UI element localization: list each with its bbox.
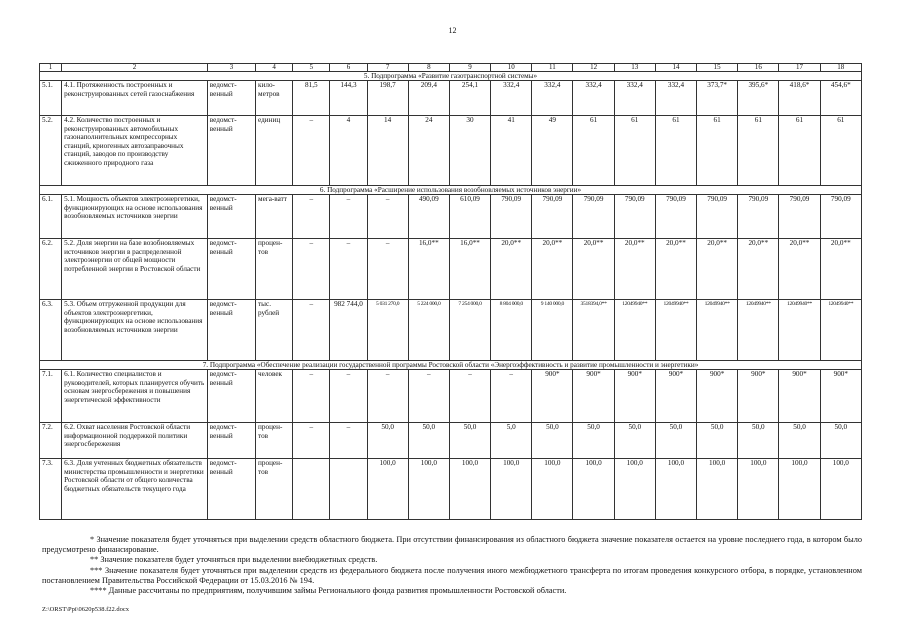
value-cell: 100,0 xyxy=(532,459,573,520)
value-cell: 61 xyxy=(655,116,696,186)
value-cell: 254,1 xyxy=(449,81,490,116)
value-cell: – xyxy=(367,370,408,423)
value-cell: 790,09 xyxy=(614,195,655,239)
value-cell: 8 804 000,0 xyxy=(491,300,532,361)
column-number-cell: 3 xyxy=(207,64,255,72)
value-cell: 900* xyxy=(820,370,861,423)
value-cell: 61 xyxy=(820,116,861,186)
section-heading-row xyxy=(40,186,862,195)
source-cell: ведомст-венный xyxy=(207,459,255,520)
section-heading-row xyxy=(40,361,862,370)
value-cell: 50,0 xyxy=(738,423,779,459)
column-number-cell: 4 xyxy=(256,64,293,72)
unit-cell: кило-метров xyxy=(256,81,293,116)
unit-cell: процен-тов xyxy=(256,423,293,459)
value-cell: 41 xyxy=(491,116,532,186)
table-row xyxy=(40,239,862,300)
value-cell: – xyxy=(293,116,330,186)
value-cell: 14 xyxy=(367,116,408,186)
value-cell: 61 xyxy=(614,116,655,186)
value-cell: 50,0 xyxy=(655,423,696,459)
value-cell: 100,0 xyxy=(697,459,738,520)
value-cell: 790,09 xyxy=(738,195,779,239)
value-cell: 900* xyxy=(614,370,655,423)
value-cell: 20,0** xyxy=(697,239,738,300)
section-title: 6. Подпрограмма «Расширение использования возобновляемых источников энергии» xyxy=(40,186,862,195)
value-cell: 12049940** xyxy=(779,300,820,361)
value-cell: – xyxy=(491,370,532,423)
column-number-cell: 14 xyxy=(655,64,696,72)
column-number-cell: 2 xyxy=(62,64,208,72)
value-cell: 20,0** xyxy=(573,239,614,300)
value-cell: 100,0 xyxy=(573,459,614,520)
column-number-cell: 11 xyxy=(532,64,573,72)
indicator-name-cell: 6.1. Количество специалистов и руководителей, которых планируется обучить основам энергосбережения и повышения энергетической эффективности xyxy=(62,370,208,423)
value-cell xyxy=(330,459,367,520)
value-cell: 12049940** xyxy=(614,300,655,361)
value-cell: 209,4 xyxy=(408,81,449,116)
value-cell: 332,4 xyxy=(491,81,532,116)
value-cell: 790,09 xyxy=(655,195,696,239)
value-cell: 332,4 xyxy=(614,81,655,116)
row-number-cell: 5.2. xyxy=(40,116,62,186)
column-number-cell: 17 xyxy=(779,64,820,72)
indicator-name-cell: 5.3. Объем отгруженной продукции для объектов электроэнергетики, функционирующих на основе использования возобновляемых источников энергии xyxy=(62,300,208,361)
value-cell: 790,09 xyxy=(532,195,573,239)
value-cell: 332,4 xyxy=(532,81,573,116)
value-cell: 12049940** xyxy=(655,300,696,361)
indicator-name-cell: 6.3. Доля учтенных бюджетных обязательств министерства промышленности и энергетики Ростовской области от общего количества бюджетных обязательств текущего года xyxy=(62,459,208,520)
value-cell: 20,0** xyxy=(614,239,655,300)
value-cell: 61 xyxy=(573,116,614,186)
footnotes xyxy=(42,535,862,596)
column-number-cell: 10 xyxy=(491,64,532,72)
value-cell: – xyxy=(367,239,408,300)
value-cell: 900* xyxy=(532,370,573,423)
column-number-cell: 13 xyxy=(614,64,655,72)
column-number-cell: 1 xyxy=(40,64,62,72)
unit-cell: человек xyxy=(256,370,293,423)
section-title: 5. Подпрограмма «Развитие газотранспортной системы» xyxy=(40,72,862,81)
table-body xyxy=(40,64,862,520)
value-cell: 20,0** xyxy=(655,239,696,300)
column-number-cell: 8 xyxy=(408,64,449,72)
value-cell: 332,4 xyxy=(655,81,696,116)
value-cell: – xyxy=(330,239,367,300)
source-cell: ведомст-венный xyxy=(207,370,255,423)
value-cell: 50,0 xyxy=(408,423,449,459)
value-cell: 12049940** xyxy=(697,300,738,361)
page-number: 12 xyxy=(448,26,457,35)
value-cell: 490,09 xyxy=(408,195,449,239)
value-cell: 20,0** xyxy=(779,239,820,300)
unit-cell: процен-тов xyxy=(256,459,293,520)
indicator-name-cell: 4.2. Количество построенных и реконструированных автомобильных газонаполнительных компрессорных станций, криогенных автозаправочных станций, заводов по производству сжиженного природного газа xyxy=(62,116,208,186)
value-cell: 49 xyxy=(532,116,573,186)
row-number-cell: 6.3. xyxy=(40,300,62,361)
table-row xyxy=(40,116,862,186)
value-cell: 3518394,0** xyxy=(573,300,614,361)
indicator-name-cell: 5.1. Мощность объектов электроэнергетики, функционирующих на основе использования возобновляемых источников энергии xyxy=(62,195,208,239)
value-cell: – xyxy=(293,423,330,459)
value-cell: 610,09 xyxy=(449,195,490,239)
value-cell: – xyxy=(330,370,367,423)
value-cell: – xyxy=(293,239,330,300)
value-cell: 144,3 xyxy=(330,81,367,116)
source-cell: ведомст-венный xyxy=(207,423,255,459)
value-cell: – xyxy=(367,195,408,239)
unit-cell: процен-тов xyxy=(256,239,293,300)
value-cell: 790,09 xyxy=(697,195,738,239)
value-cell: 16,0** xyxy=(408,239,449,300)
source-cell: ведомст-венный xyxy=(207,81,255,116)
value-cell: 50,0 xyxy=(820,423,861,459)
source-cell: ведомст-венный xyxy=(207,239,255,300)
value-cell: 900* xyxy=(738,370,779,423)
value-cell: 900* xyxy=(697,370,738,423)
column-number-cell: 5 xyxy=(293,64,330,72)
column-number-cell: 9 xyxy=(449,64,490,72)
table-row xyxy=(40,300,862,361)
value-cell: 16,0** xyxy=(449,239,490,300)
source-cell: ведомст-венный xyxy=(207,116,255,186)
value-cell: – xyxy=(293,300,330,361)
file-path: Z:\ORST\Ppi\0620p538.f22.docx xyxy=(42,606,130,613)
value-cell: – xyxy=(408,370,449,423)
column-number-cell: 6 xyxy=(330,64,367,72)
value-cell: 7 254 000,0 xyxy=(449,300,490,361)
footnote-2: ** Значение показателя будет уточняться при выделении внебюджетных средств. xyxy=(90,555,378,565)
value-cell: 100,0 xyxy=(614,459,655,520)
value-cell: 30 xyxy=(449,116,490,186)
section-title: 7. Подпрограмма «Обеспечение реализации государственной программы Ростовской области «Энергоэффективность и развитие промышленности и энергетики» xyxy=(40,361,862,370)
row-number-cell: 7.1. xyxy=(40,370,62,423)
column-number-cell: 18 xyxy=(820,64,861,72)
footnote-1: * Значение показателя будет уточняться при выделении средств областного бюджета. При отсутствии финансирования из областного бюджета значение показателя остается на уровне последнего года, в котором было предусмотрено финансирование. xyxy=(42,535,862,555)
value-cell: 373,7* xyxy=(697,81,738,116)
value-cell: 100,0 xyxy=(738,459,779,520)
value-cell: 900* xyxy=(573,370,614,423)
footnote-3: *** Значение показателя будет уточняться при выделении средств из федерального бюджета после получения иного межбюджетного трансферта по итогам проведения конкурсного отбора, в порядке, установленном постановлением Правительства Российской Федерации от 15.03.2016 № 194. xyxy=(42,565,862,585)
row-number-cell: 6.1. xyxy=(40,195,62,239)
value-cell: 100,0 xyxy=(820,459,861,520)
value-cell: 50,0 xyxy=(779,423,820,459)
indicator-name-cell: 6.2. Охват населения Ростовской области информационной поддержкой политики энергосбережения xyxy=(62,423,208,459)
unit-cell: мега-ватт xyxy=(256,195,293,239)
value-cell: 100,0 xyxy=(408,459,449,520)
value-cell: 61 xyxy=(697,116,738,186)
value-cell: 24 xyxy=(408,116,449,186)
column-number-cell: 12 xyxy=(573,64,614,72)
source-cell: ведомст-венный xyxy=(207,300,255,361)
value-cell: 81,5 xyxy=(293,81,330,116)
value-cell: 900* xyxy=(779,370,820,423)
value-cell: 900* xyxy=(655,370,696,423)
row-number-cell: 5.1. xyxy=(40,81,62,116)
value-cell: 198,7 xyxy=(367,81,408,116)
value-cell: 790,09 xyxy=(573,195,614,239)
column-number-cell: 15 xyxy=(697,64,738,72)
source-cell: ведомст-венный xyxy=(207,195,255,239)
unit-cell: тыс. рублей xyxy=(256,300,293,361)
value-cell: 20,0** xyxy=(491,239,532,300)
value-cell: – xyxy=(293,195,330,239)
value-cell: 61 xyxy=(779,116,820,186)
value-cell: 395,6* xyxy=(738,81,779,116)
value-cell: 50,0 xyxy=(697,423,738,459)
value-cell: 100,0 xyxy=(449,459,490,520)
table-row xyxy=(40,81,862,116)
value-cell: 790,09 xyxy=(820,195,861,239)
value-cell: 12049940** xyxy=(738,300,779,361)
value-cell: 5,0 xyxy=(491,423,532,459)
row-number-cell: 7.3. xyxy=(40,459,62,520)
value-cell: 12049940** xyxy=(820,300,861,361)
row-number-cell: 7.2. xyxy=(40,423,62,459)
value-cell: 100,0 xyxy=(655,459,696,520)
value-cell: 20,0** xyxy=(532,239,573,300)
value-cell: 100,0 xyxy=(779,459,820,520)
indicators-table xyxy=(39,63,862,520)
unit-cell: единиц xyxy=(256,116,293,186)
value-cell: – xyxy=(449,370,490,423)
value-cell: 4 xyxy=(330,116,367,186)
footnote-4: **** Данные рассчитаны по предприятиям, получившим займы Регионального фонда развития промышленности Ростовской области. xyxy=(90,586,567,596)
value-cell: 5 031 270,0 xyxy=(367,300,408,361)
table-row xyxy=(40,423,862,459)
indicator-name-cell: 5.2. Доля энергии на базе возобновляемых источников энергии в распределенной электроэнергии от общей мощности потребленной энергии в Ростовской области xyxy=(62,239,208,300)
table-row xyxy=(40,459,862,520)
value-cell xyxy=(293,459,330,520)
value-cell: 5 224 000,0 xyxy=(408,300,449,361)
column-number-cell: 16 xyxy=(738,64,779,72)
column-number-cell: 7 xyxy=(367,64,408,72)
indicator-name-cell: 4.1. Протяженность построенных и реконструированных сетей газоснабжения xyxy=(62,81,208,116)
value-cell: 332,4 xyxy=(573,81,614,116)
value-cell: 790,09 xyxy=(779,195,820,239)
value-cell: 50,0 xyxy=(449,423,490,459)
column-number-row xyxy=(40,64,862,72)
value-cell: 50,0 xyxy=(532,423,573,459)
section-heading-row xyxy=(40,72,862,81)
value-cell: 454,6* xyxy=(820,81,861,116)
value-cell: – xyxy=(330,195,367,239)
table-row xyxy=(40,195,862,239)
value-cell: – xyxy=(330,423,367,459)
table-row xyxy=(40,370,862,423)
value-cell: 982 744,0 xyxy=(330,300,367,361)
value-cell: 9 140 000,0 xyxy=(532,300,573,361)
value-cell: 790,09 xyxy=(491,195,532,239)
value-cell: 20,0** xyxy=(738,239,779,300)
row-number-cell: 6.2. xyxy=(40,239,62,300)
value-cell: 418,6* xyxy=(779,81,820,116)
value-cell: 50,0 xyxy=(614,423,655,459)
value-cell: 100,0 xyxy=(367,459,408,520)
value-cell: 50,0 xyxy=(573,423,614,459)
value-cell: 61 xyxy=(738,116,779,186)
value-cell: 100,0 xyxy=(491,459,532,520)
value-cell: 20,0** xyxy=(820,239,861,300)
value-cell: – xyxy=(293,370,330,423)
value-cell: 50,0 xyxy=(367,423,408,459)
